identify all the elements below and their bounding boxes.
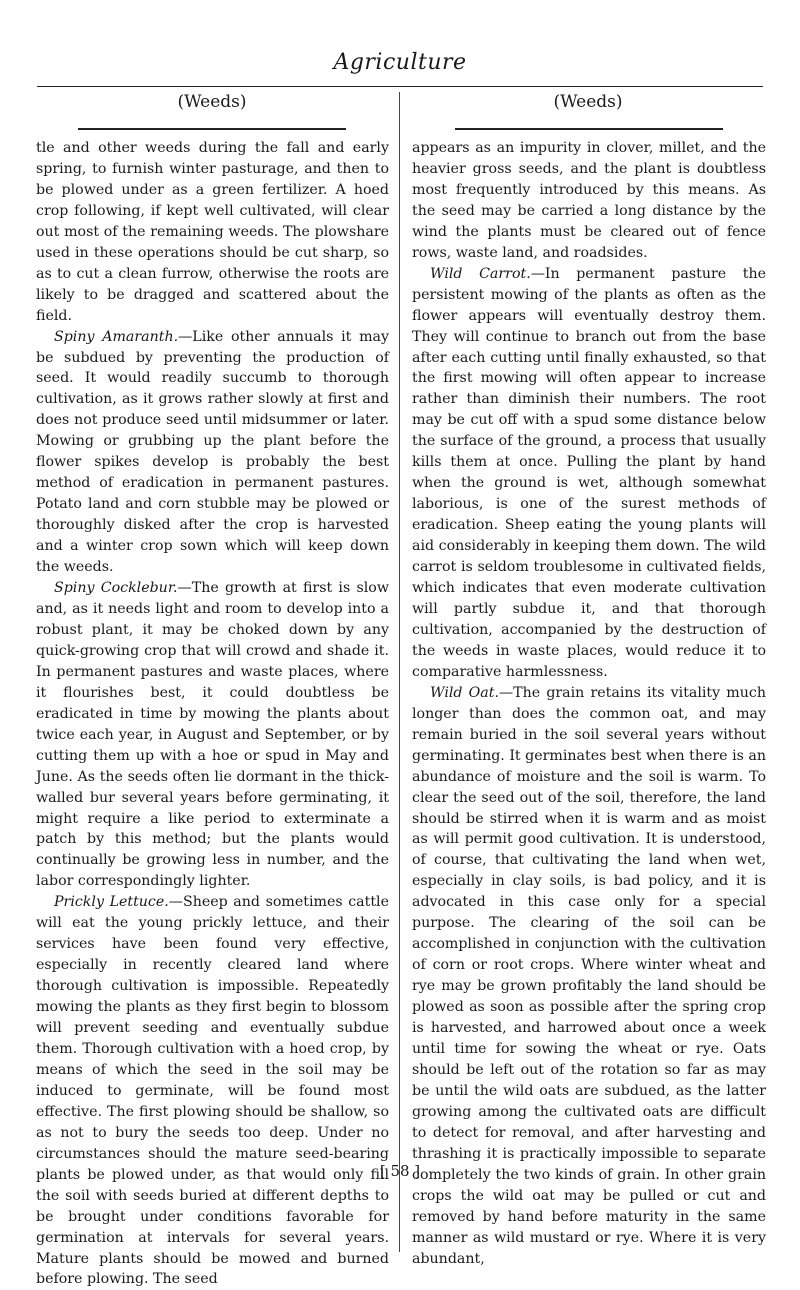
paragraph-body: —The growth at first is slow and, as it needs light and room to develop into a robust plant, it may be choked down by any quick-growing crop that will crowd and shade it. In permanent pastures and waste places, where it flourishes best, it could doubtless be eradicated in time by mowing the plants about twice each year, in August and September, or by cutting them up with a hoe or spud in May and June. As the seeds often lie dormant in the thick-walled bur several years before germinating, it might require a like period to exterminate a patch by this method; but the plants would continually be growing less in number, and the labor correspondingly lighter.: [36, 580, 389, 890]
running-head: Agriculture: [333, 50, 467, 75]
paragraph-title: Spiny Cocklebur.: [54, 580, 178, 597]
right-heading-rule: [455, 128, 723, 130]
paragraph-body: appears as an impurity in clover, millet, and the heavier gross seeds, and the plant is doubtless most frequently introduced by this means. As the seed may be carried a long distance by the wind the plants must be cleared out of fence rows, waste land, and roadsides.: [412, 140, 766, 261]
paragraph: [36, 327, 389, 578]
paragraph-title: Wild Carrot.: [430, 265, 531, 282]
right-column: [412, 138, 766, 1269]
paragraph-title: Wild Oat.: [430, 684, 499, 701]
paragraph: [36, 892, 389, 1290]
paragraph: [36, 138, 389, 327]
left-column-heading: (Weeds): [177, 92, 247, 112]
page-number: [ 58 ]: [379, 1162, 421, 1180]
paragraph: [412, 264, 766, 683]
paragraph-body: —In permanent pasture the persistent mowing of the plants as often as the flower appears will eventually destroy them. They will continue to branch out from the base after each cutting until finally exhausted, so that the first mowing will often appear to increase rather than diminish their numbers. The root may be cut off with a spud some distance below the surface of the ground, a process that usually kills them at once. Pulling the plant by hand when the ground is wet, although somewhat laborious, is one of the surest methods of eradication. Sheep eating the young plants will aid considerably in keeping them down. The wild carrot is seldom troublesome in cultivated fields, which indicates that even moderate cultivation will partly subdue it, and that thorough cultivation, accompanied by the destruction of the weeds in waste places, would reduce it to comparative harmlessness.: [412, 265, 766, 680]
left-heading-rule: [78, 128, 346, 130]
paragraph-title: Spiny Amaranth.: [54, 328, 179, 345]
left-column: [36, 138, 389, 1290]
paragraph: [412, 683, 766, 1270]
header-rule: [37, 86, 763, 87]
paragraph-body: —Like other annuals it may be subdued by preventing the production of seed. It would readily succumb to thorough cultivation, as it grows rather slowly at first and does not produce seed until midsummer or later. Mowing or grubbing up the plant before the flower spikes develop is probably the best method of eradication in permanent pastures. Potato land and corn stubble may be plowed or thoroughly disked after the crop is harvested and a winter crop sown which will keep down the weeds.: [36, 328, 389, 576]
paragraph-body: tle and other weeds during the fall and early spring, to furnish winter pasturage, and then to be plowed under as a green fertilizer. A hoed crop following, if kept well cultivated, will clear out most of the remaining weeds. The plowshare used in these operations should be cut sharp, so as to cut a clean furrow, otherwise the roots are likely to be dragged and scattered about the field.: [36, 140, 389, 324]
paragraph: [412, 138, 766, 264]
paragraph: [36, 578, 389, 892]
right-column-heading: (Weeds): [553, 92, 623, 112]
paragraph-body: —Sheep and sometimes cattle will eat the young prickly lettuce, and their services have been found very effective, especially in recently cleared land where thorough cultivation is impossible. Repeatedly mowing the plants as they first begin to blossom will prevent seeding and eventually subdue them. Thorough cultivation with a hoed crop, by means of which the seed in the soil may be induced to germinate, will be found most effective. The first plowing should be shallow, so as not to bury the seeds too deep. Under no circumstances should the mature seed-bearing plants be plowed under, as that would only fill the soil with seeds buried at different depths to be brought under conditions favorable for germination at intervals for several years. Mature plants should be mowed and burned before plowing. The seed: [36, 894, 389, 1288]
paragraph-title: Prickly Lettuce.: [54, 894, 169, 911]
paragraph-body: —The grain retains its vitality much longer than does the common oat, and may remain buried in the soil several years without germinating. It germinates best when there is an abundance of moisture and the soil is warm. To clear the seed out of the soil, therefore, the land should be stirred when it is warm and as moist as will permit good cultivation. It is understood, of course, that cultivating the land when wet, especially in clay soils, is bad policy, and it is advocated in this case only for a special purpose. The clearing of the soil can be accomplished in conjunction with the cultivation of corn or root crops. Where winter wheat and rye may be grown profitably the land should be plowed as soon as possible after the spring crop is harvested, and harrowed about once a week until time for sowing the wheat or rye. Oats should be left out of the rotation so far as may be until the wild oats are subdued, as the latter growing among the cultivated oats are difficult to detect for removal, and after harvesting and thrashing it is practically impossible to separate completely the two kinds of grain. In other grain crops the wild oat may be pulled or cut and removed by hand before maturity in the same manner as wild mustard or rye. Where it is very abundant,: [412, 684, 767, 1267]
column-divider: [399, 92, 400, 1252]
